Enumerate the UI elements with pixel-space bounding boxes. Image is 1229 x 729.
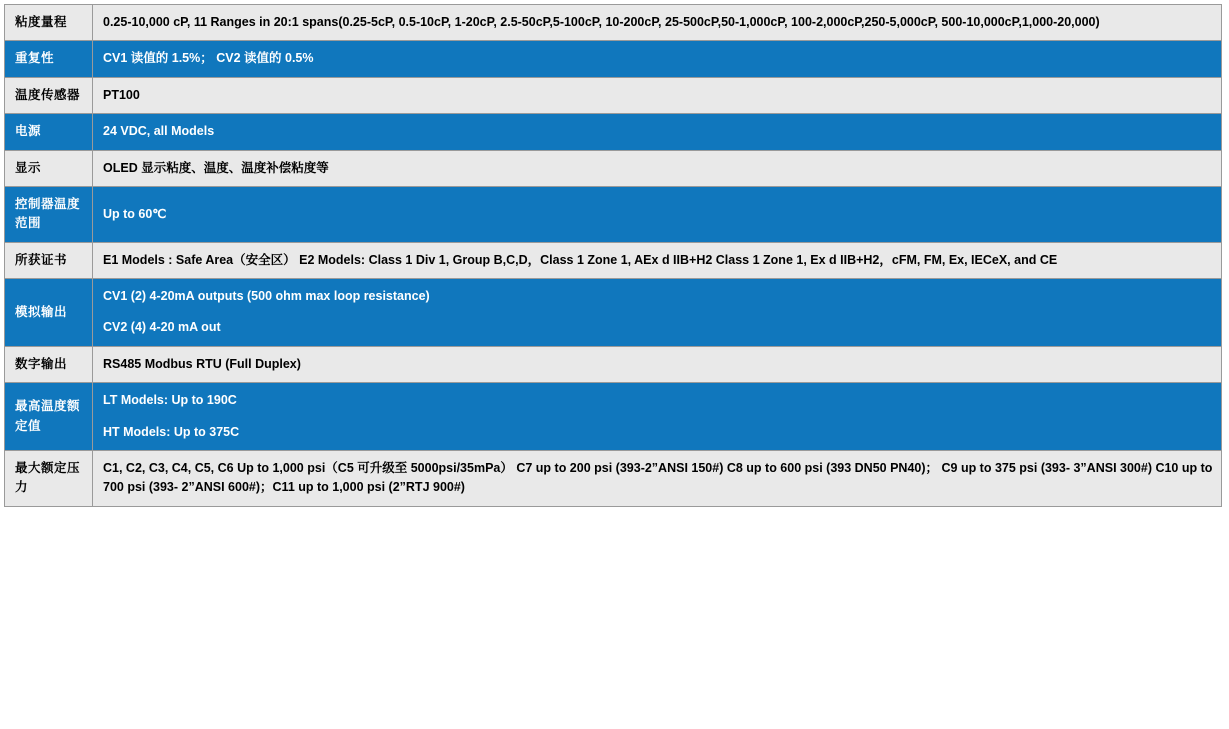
- spec-value-line: C1, C2, C3, C4, C5, C6 Up to 1,000 psi（C5 可升级至 5000psi/35mPa） C7 up to 200 psi (393-2”ANSI 150#) C8 up to 600 psi (393 DN50 PN40)； C9 up to 375 psi (393- 3”ANSI 300#) C10 up to 700 psi (393- 2”ANSI 600#)；C11 up to 1,000 psi (2”RTJ 900#): [103, 460, 1213, 495]
- spec-value-line: Up to 60℃: [103, 206, 167, 221]
- spec-value-line: HT Models: Up to 375C: [103, 424, 240, 439]
- table-row: [5, 383, 1222, 451]
- spec-value-cell: [93, 150, 1222, 186]
- spec-value-line: RS485 Modbus RTU (Full Duplex): [103, 356, 301, 371]
- spec-value-line: 0.25-10,000 cP, 11 Ranges in 20:1 spans(0.25-5cP, 0.5-10cP, 1-20cP, 2.5-50cP,5-100cP, 10-200cP, 25-500cP,50-1,000cP, 100-2,000cP,250-5,000cP, 500-10,000cP,1,000-20,000): [103, 15, 1100, 29]
- spec-label-cell: 电源: [5, 114, 93, 150]
- spec-label-cell: 重复性: [5, 41, 93, 77]
- spec-label-cell: 最大额定压力: [5, 450, 93, 506]
- table-row: [5, 242, 1222, 278]
- spec-value-line: E1 Models : Safe Area（安全区） E2 Models: Class 1 Div 1, Group B,C,D，Class 1 Zone 1, AEx d IIB+H2 Class 1 Zone 1, Ex d IIB+H2，cFM, FM, Ex, IECeX, and CE: [103, 252, 1058, 267]
- spec-label-cell: 最高温度额定值: [5, 383, 93, 451]
- spec-value-cell: [93, 186, 1222, 242]
- spec-label-cell: 控制器温度范围: [5, 186, 93, 242]
- specification-table-body: [5, 5, 1222, 507]
- specification-table: [4, 4, 1222, 507]
- spec-value-cell: [93, 77, 1222, 113]
- spec-value-line: PT100: [103, 87, 140, 102]
- spec-value-line: CV2 (4) 4-20 mA out: [103, 320, 221, 335]
- table-row: [5, 450, 1222, 506]
- spec-value-line: LT Models: Up to 190C: [103, 393, 237, 408]
- spec-value-cell: [93, 242, 1222, 278]
- spec-value-cell: [93, 383, 1222, 451]
- spec-value-cell: [93, 346, 1222, 382]
- table-row: [5, 114, 1222, 150]
- spec-label-cell: 显示: [5, 150, 93, 186]
- table-row: [5, 346, 1222, 382]
- spec-label-cell: 所获证书: [5, 242, 93, 278]
- table-row: [5, 41, 1222, 77]
- table-row: [5, 77, 1222, 113]
- table-row: [5, 279, 1222, 347]
- table-row: [5, 186, 1222, 242]
- table-row: [5, 150, 1222, 186]
- spec-label-cell: 温度传感器: [5, 77, 93, 113]
- spec-value-line: CV1 (2) 4-20mA outputs (500 ohm max loop resistance): [103, 289, 430, 303]
- spec-value-cell: [93, 450, 1222, 506]
- spec-value-cell: [93, 279, 1222, 347]
- spec-label-cell: 数字输出: [5, 346, 93, 382]
- spec-value-cell: [93, 5, 1222, 41]
- spec-value-cell: [93, 41, 1222, 77]
- spec-label-cell: 粘度量程: [5, 5, 93, 41]
- spec-value-cell: [93, 114, 1222, 150]
- spec-value-line: CV1 读值的 1.5%； CV2 读值的 0.5%: [103, 51, 314, 66]
- spec-value-line: 24 VDC, all Models: [103, 124, 215, 139]
- table-row: [5, 5, 1222, 41]
- spec-label-cell: 模拟输出: [5, 279, 93, 347]
- spec-value-line: OLED 显示粘度、温度、温度补偿粘度等: [103, 160, 329, 175]
